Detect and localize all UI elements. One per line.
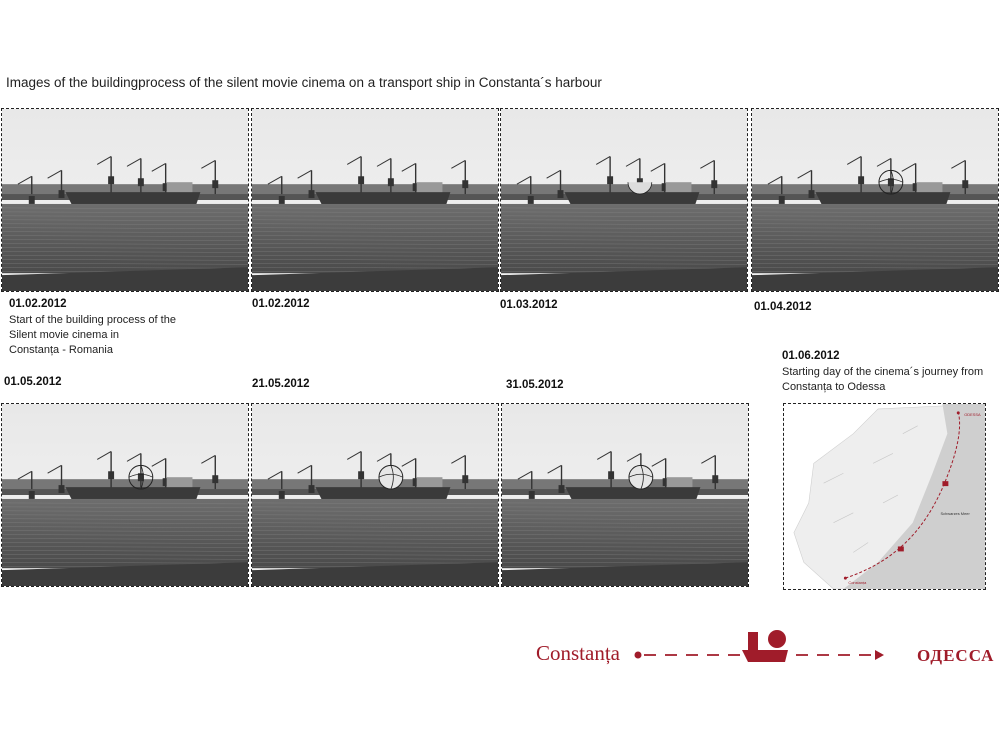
harbour-photo-3 bbox=[500, 108, 748, 292]
photo-date-3: 01.03.2012 bbox=[500, 299, 558, 311]
photo-date-2: 01.02.2012 bbox=[252, 298, 310, 310]
route-line bbox=[630, 622, 920, 672]
harbour-photo-7 bbox=[501, 403, 749, 587]
harbour-photo-1 bbox=[1, 108, 249, 292]
origin-dot bbox=[635, 652, 642, 659]
ship-icon bbox=[742, 630, 788, 662]
photo-date-7: 31.05.2012 bbox=[506, 379, 564, 391]
map-label-sea: Schwarzes Meer bbox=[940, 510, 970, 516]
ship-marker bbox=[942, 481, 948, 486]
photo-date-5: 01.05.2012 bbox=[4, 376, 62, 388]
ship-marker bbox=[898, 546, 904, 551]
journey-caption bbox=[782, 365, 983, 395]
map-label-bottom: Constanța bbox=[848, 580, 867, 586]
harbour-photo-6 bbox=[251, 403, 499, 587]
journey-date: 01.06.2012 bbox=[782, 350, 840, 362]
harbour-photo-2 bbox=[251, 108, 499, 292]
caption-line: Constanța - Romania bbox=[9, 344, 113, 356]
route-map bbox=[783, 403, 986, 590]
photo-date-6: 21.05.2012 bbox=[252, 378, 310, 390]
photo-caption-1 bbox=[9, 313, 176, 358]
route-origin: Constanța bbox=[536, 641, 620, 665]
caption-line: Starting day of the cinema´s journey from bbox=[782, 366, 984, 378]
caption-line: Silent movie cinema in bbox=[9, 329, 120, 341]
harbour-photo-4 bbox=[751, 108, 999, 292]
caption-line: Constanța to Odessa bbox=[782, 381, 886, 393]
photo-date-1: 01.02.2012 bbox=[9, 298, 67, 310]
harbour-photo-5 bbox=[1, 403, 249, 587]
route-destination: ОДЕССА bbox=[917, 646, 995, 665]
photo-date-4: 01.04.2012 bbox=[754, 301, 812, 313]
arrow-head-icon bbox=[875, 650, 884, 660]
caption-line: Start of the building process of the bbox=[9, 314, 176, 326]
page-title: Images of the buildingprocess of the silent movie cinema on a transport ship in Constanta´s harbour bbox=[6, 75, 602, 90]
map-label-top: ODESSA bbox=[964, 411, 981, 417]
